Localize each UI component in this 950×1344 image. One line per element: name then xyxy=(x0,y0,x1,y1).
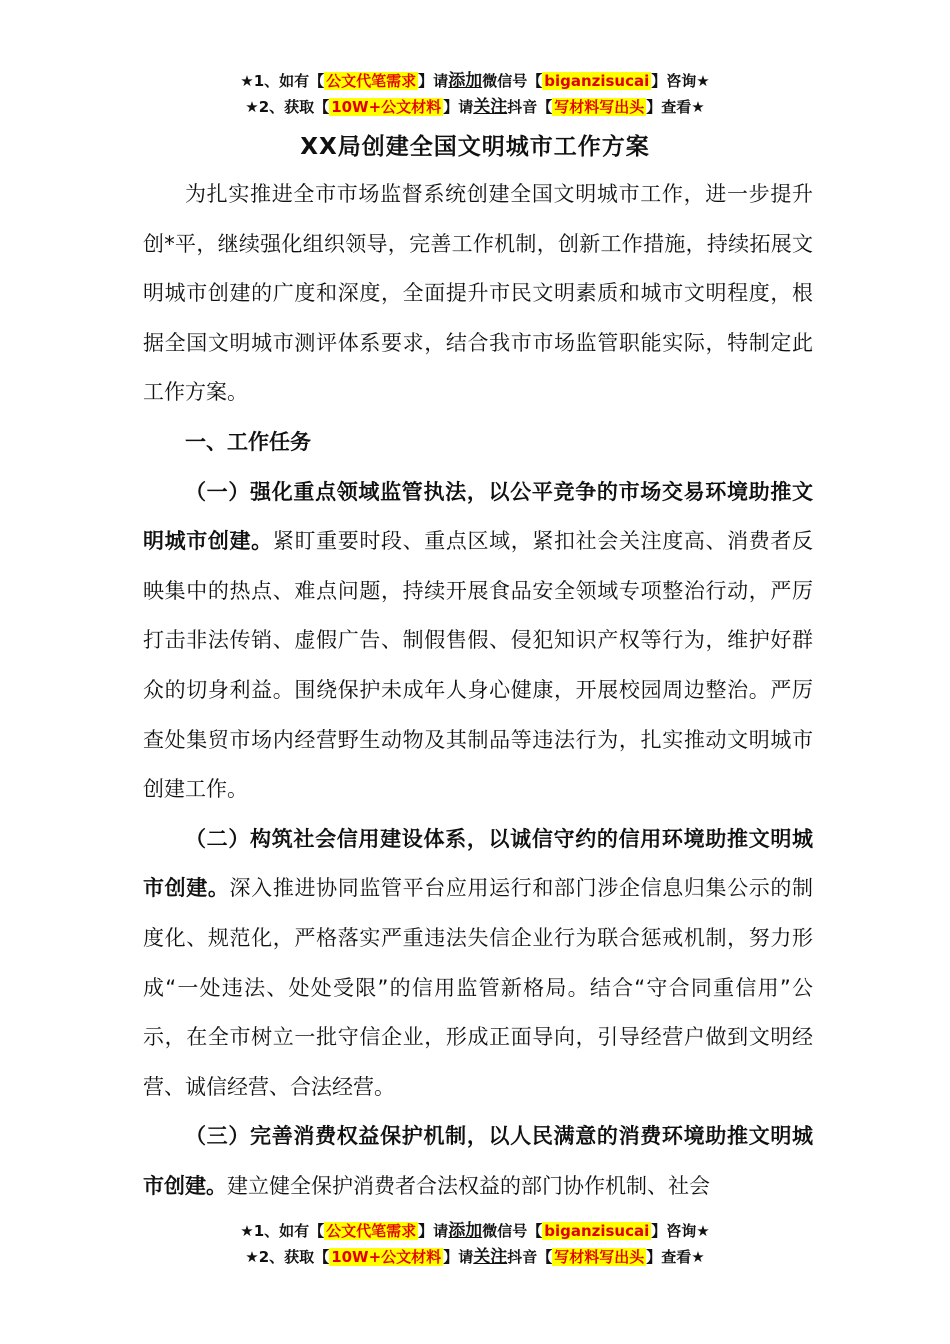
task-paragraph-3 xyxy=(143,1112,813,1211)
document-body xyxy=(143,170,813,1211)
task-paragraph-1 xyxy=(143,468,813,815)
task-body: 深入推进协同监管平台应用运行和部门涉企信息归集公示的制度化、规范化，严格落实严重违法失信企业行为联合惩戒机制，努力形成“一处违法、处处受限”的信用监管新格局。结合“守合同重信用”公示，在全市树立一批守信企业，形成正面导向，引导经营户做到文明经营、诚信经营、合法经营。 xyxy=(143,876,814,1099)
promo-highlight: 公文代笔需求 xyxy=(326,72,417,90)
promo-douyin-id: 写材料写出头 xyxy=(554,98,645,116)
document-title: XX局创建全国文明城市工作方案 xyxy=(300,134,650,160)
promo-banner-bottom xyxy=(0,1218,950,1270)
promo-wechat-id: biganzisucai xyxy=(544,72,650,90)
task-heading: （二）构筑社会信用建设体系，以诚信守约的信用环境助推文明城市创建。 xyxy=(143,826,813,901)
section-heading: 一、工作任务 xyxy=(185,429,311,454)
promo-line-2: ★2、获取【 10W+公文材料 】请关注抖音【 写材料写出头 】查看★ xyxy=(245,1247,705,1267)
promo-banner-top xyxy=(0,68,950,120)
task-body: 紧盯重要时段、重点区域，紧扣社会关注度高、消费者反映集中的热点、难点问题，持续开展食品安全领域专项整治行动，严厉打击非法传销、虚假广告、制假售假、侵犯知识产权等行为，维护好群众的切身利益。围绕保护未成年人身心健康，开展校园周边整治。严厉查处集贸市场内经营野生动物及其制品等违法行为，扎实推动文明城市创建工作。 xyxy=(143,529,814,802)
intro-paragraph: 为扎实推进全市市场监督系统创建全国文明城市工作，进一步提升创*平，继续强化组织领导，完善工作机制，创新工作措施，持续拓展文明城市创建的广度和深度，全面提升市民文明素质和城市文明程度，根据全国文明城市测评体系要求，结合我市市场监管职能实际，特制定此工作方案。 xyxy=(143,182,813,405)
task-heading: （三）完善消费权益保护机制，以人民满意的消费环境助推文明城市创建。 xyxy=(143,1124,813,1198)
task-body: 建立健全保护消费者合法权益的部门协作机制、社会 xyxy=(227,1173,710,1198)
promo-highlight: 10W+公文材料 xyxy=(331,98,442,116)
promo-douyin-id: 写材料写出头 xyxy=(554,1248,645,1266)
task-heading: （一）强化重点领域监管执法，以公平竞争的市场交易环境助推文明城市创建。 xyxy=(143,479,813,554)
promo-wechat-id: biganzisucai xyxy=(544,1222,650,1240)
task-paragraph-2 xyxy=(143,815,813,1113)
promo-highlight: 公文代笔需求 xyxy=(326,1222,417,1240)
promo-line-2: ★2、获取【 10W+公文材料 】请关注抖音【 写材料写出头 】查看★ xyxy=(245,97,705,117)
promo-line-1: ★1、如有【 公文代笔需求 】请添加微信号【 biganzisucai 】咨询★ xyxy=(240,71,710,91)
promo-line-1: ★1、如有【 公文代笔需求 】请添加微信号【 biganzisucai 】咨询★ xyxy=(240,1221,710,1241)
promo-highlight: 10W+公文材料 xyxy=(331,1248,442,1266)
